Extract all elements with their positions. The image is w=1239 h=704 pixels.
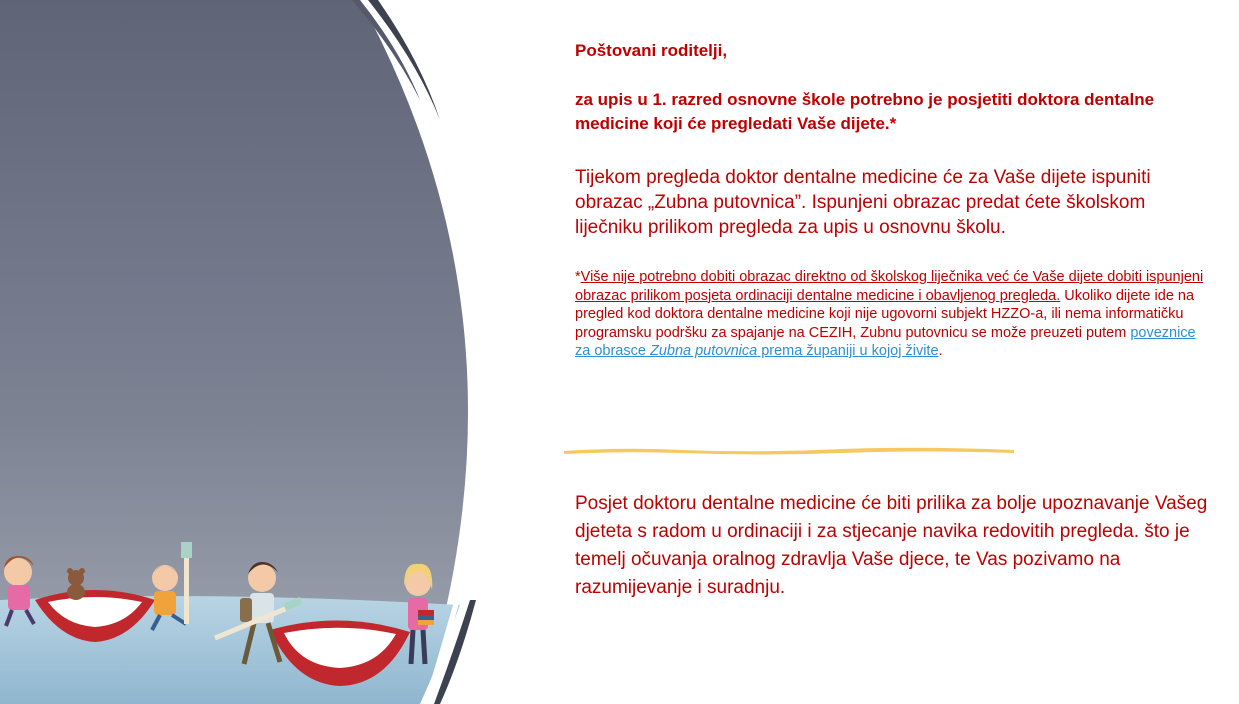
footnote-end: . xyxy=(938,343,943,359)
forms-link[interactable]: poveznice za obrasce Zubna putovnica prema županiji u kojoj živite xyxy=(575,324,1196,359)
footnote-underlined-text: Više nije potrebno dobiti obrazac direktno od školskog liječnika već će Vaše dijete dobiti ispunjeni obrazac prilikom posjeta ordinaciji dentalne medicine i obavljenog pregleda. xyxy=(575,269,1204,304)
footnote-text: Ukoliko dijete ide na pregled kod doktora dentalne medicine koji nije ugovorni subjekt HZZO-a, ili nema informatičku programsku podršku za spajanje na CEZIH, Zubnu putovnicu se može preuzeti putem xyxy=(575,287,1195,341)
footnote-asterisk: * xyxy=(575,269,581,285)
footnote-paragraph xyxy=(575,268,1205,361)
decorative-illustration-panel xyxy=(0,0,500,704)
closing-paragraph: Posjet doktoru dentalne medicine će biti prilika za bolje upoznavanje Vašeg djeteta s radom u ordinaciji i za stjecanje navika redovitih pregleda. što je temelj očuvanja oralnog zdravlja Vaše djece, te Vas pozivamo na razumijevanje i suradnju. xyxy=(575,493,1208,598)
greeting-heading: Poštovani roditelji, xyxy=(575,41,728,60)
yellow-brush-divider xyxy=(562,443,1017,457)
exam-info-paragraph: Tijekom pregleda doktor dentalne medicine će za Vaše dijete ispuniti obrazac „Zubna putovnica”. Ispunjeni obrazac predat ćete školskom liječniku prilikom pregleda za upis u osnovnu školu. xyxy=(575,167,1151,238)
intro-paragraph: za upis u 1. razred osnovne škole potrebno je posjetiti doktora dentalne medicine koji će pregledati Vaše dijete.* xyxy=(575,90,1155,133)
